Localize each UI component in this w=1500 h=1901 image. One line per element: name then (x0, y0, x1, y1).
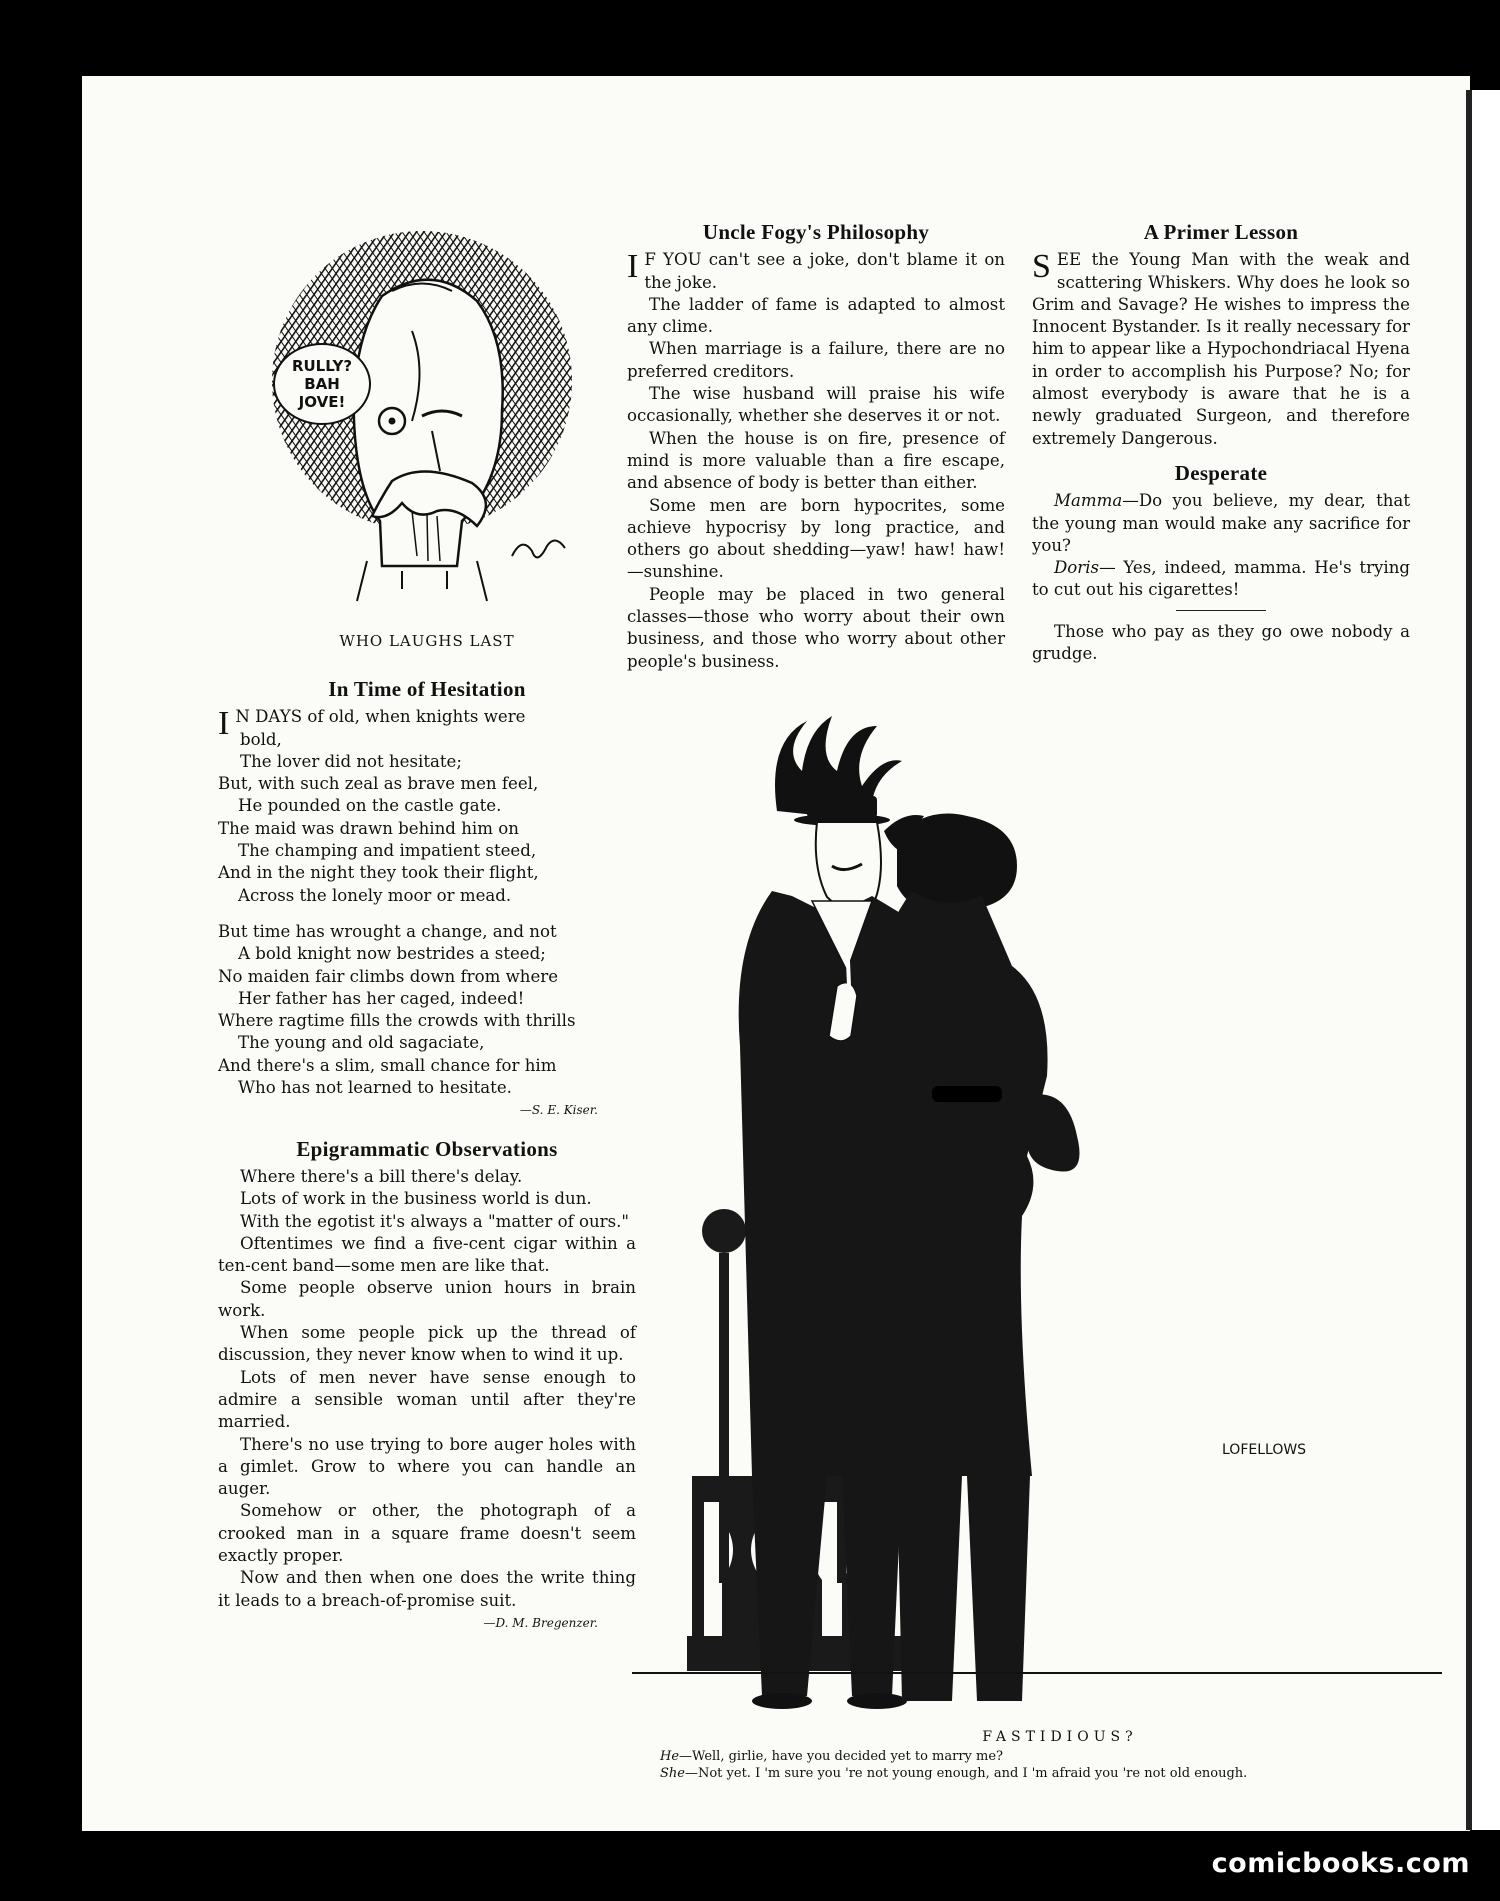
desperate-question (1032, 490, 1410, 557)
epigram-para: Lots of men never have sense enough to admire a sensible woman until after they're married. (218, 1367, 636, 1432)
fogy-drop-cap: I (627, 248, 639, 286)
hesitation-title: In Time of Hesitation (328, 677, 526, 701)
epigram-para: Oftentimes we find a five-cent cigar within a ten-cent band—some men are like that. (218, 1233, 636, 1276)
desperate-answer (1032, 557, 1410, 602)
poem-line: But time has wrought a change, and not (218, 921, 557, 941)
answer-text: — Yes, indeed, mamma. He's trying to cut out his cigarettes! (1032, 558, 1410, 600)
fogy-para: Some men are born hypocrites, some achieve hypocrisy by long practice, and others go about shedding—yaw! haw! haw!—sunshine. (627, 495, 1005, 582)
speaker-she: She (660, 1766, 685, 1781)
poem-line: bold, (240, 729, 282, 749)
desperate-title: Desperate (1174, 460, 1268, 485)
epigram-title: Epigrammatic Observations (296, 1136, 558, 1161)
fogy-first-text: F YOU can't see a joke, don't blame it on the joke. (644, 250, 1005, 292)
fogy-title: Uncle Fogy's Philosophy (702, 220, 930, 244)
primer-drop-cap: S (1032, 248, 1051, 286)
poem-line: The champing and impatient steed, (238, 841, 537, 861)
lady-figure (868, 814, 1080, 1702)
question-text: —Do you believe, my dear, that the young man would make any sacrifice for you? (1032, 491, 1410, 555)
poem-line: Across the lonely moor or mead. (238, 885, 512, 905)
poem-line: Where ragtime fills the crowds with thrills (218, 1011, 576, 1031)
poem-line: He pounded on the castle gate. (238, 796, 502, 816)
fastidious-title: FASTIDIOUS? (982, 1729, 1138, 1745)
speech-bubble-line1: RULLY? (291, 357, 353, 375)
poem-line: Who has not learned to hesitate. (238, 1078, 512, 1098)
poem-line: Her father has her caged, indeed! (238, 988, 525, 1008)
poem-line: The lover did not hesitate; (240, 751, 462, 771)
epigram-para: When some people pick up the thread of discussion, they never know when to wind it up. (218, 1323, 636, 1365)
speaker-he: He (660, 1749, 680, 1764)
she-line (660, 1765, 1460, 1782)
next-page-edge (1466, 90, 1500, 1830)
poem-line: N DAYS of old, when knights were (235, 707, 526, 727)
cartoon-caption: WHO LAUGHS LAST (339, 632, 515, 650)
epigram-para: There's no use trying to bore auger holes with a gimlet. Grow to where you can handle an auger. (218, 1434, 636, 1499)
poem-line: But, with such zeal as brave men feel, (218, 774, 539, 794)
right-column (1032, 221, 1410, 665)
poem-line: The maid was drawn behind him on (218, 818, 519, 838)
fastidious-illustration (632, 716, 1442, 1726)
primer-text: EE the Young Man with the weak and scattering Whiskers. Why does he look so Grim and Savage? He wishes to impress the Innocent Bystander. Is it really necessary for him to appear like a Hypochondriacal Hyena in order to accomplish his Purpose? No; for almost everybody is aware that he is a newly graduated Surgeon, and therefore extremely Dangerous. (1032, 250, 1410, 448)
middle-column (627, 221, 1005, 673)
poem-line: And there's a slim, small chance for him (218, 1055, 557, 1075)
fastidious-caption (660, 1729, 1460, 1782)
fogy-para: The wise husband will praise his wife occasionally, whether she deserves it or not. (627, 384, 1005, 426)
epigram-para: Somehow or other, the photograph of a crooked man in a square frame doesn't seem exactly proper. (218, 1501, 636, 1565)
epigram-para: Now and then when one does the write thing it leads to a breach-of-promise suit. (218, 1568, 636, 1610)
left-column (218, 678, 636, 1634)
fogy-para: When the house is on fire, presence of mind is more valuable than a fire escape, and absence of body is better than either. (627, 428, 1005, 493)
poem-line: And in the night they took their flight, (218, 863, 539, 883)
poem-line: No maiden fair climbs down from where (218, 966, 559, 986)
who-laughs-last-cartoon (262, 221, 592, 616)
epigram-para: With the egotist it's always a "matter of ours." (240, 1211, 630, 1231)
epigram-para: Where there's a bill there's delay. (240, 1166, 523, 1186)
epigram-author: —D. M. Bregenzer. (483, 1615, 598, 1630)
epigram-para: Lots of work in the business world is dun. (240, 1189, 592, 1209)
hesitation-author: —S. E. Kiser. (519, 1103, 598, 1118)
pay-as-you-go: Those who pay as they go owe nobody a grudge. (1032, 621, 1410, 664)
artist-signature: LOFELLOWS (1222, 1442, 1307, 1458)
she-text: —Not yet. I 'm sure you 're not young enough, and I 'm afraid you 're not old enough. (684, 1766, 1248, 1781)
fogy-para: People may be placed in two general classes—those who worry about their own business, and those who worry about other people's business. (627, 584, 1005, 671)
he-line (660, 1748, 1460, 1765)
fogy-first-para (627, 249, 1005, 294)
poem-line: A bold knight now bestrides a steed; (238, 944, 546, 964)
divider (1176, 610, 1266, 611)
hesitation-poem (218, 706, 636, 1099)
magazine-page (82, 76, 1470, 1831)
speaker-mamma: Mamma (1054, 491, 1123, 511)
he-text: —Well, girlie, have you decided yet to marry me? (679, 1749, 1004, 1764)
primer-title: A Primer Lesson (1143, 220, 1299, 244)
speaker-doris: Doris (1054, 558, 1100, 578)
site-watermark: comicbooks.com (1211, 1848, 1470, 1879)
primer-para (1032, 249, 1410, 450)
fogy-para: When marriage is a failure, there are no preferred creditors. (627, 339, 1005, 381)
epigram-para: Some people observe union hours in brain work. (218, 1278, 636, 1320)
hesitation-drop-cap: I (218, 705, 230, 743)
speech-bubble-line2: BAH (304, 375, 340, 393)
speech-bubble-line3: JOVE! (298, 393, 346, 411)
fogy-para: The ladder of fame is adapted to almost any clime. (627, 294, 1005, 337)
poem-line: The young and old sagaciate, (238, 1033, 485, 1053)
